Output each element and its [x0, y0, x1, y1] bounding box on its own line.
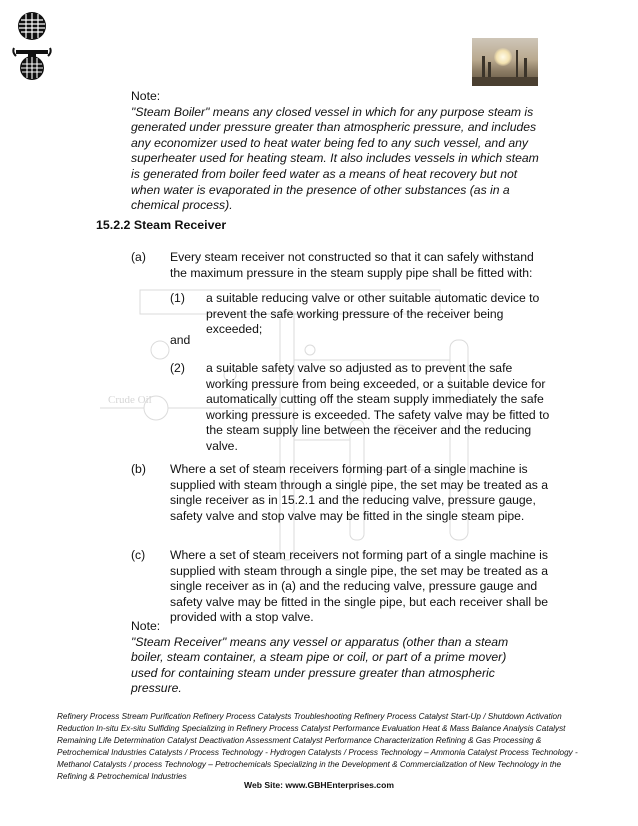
clause-b-label: (b) [131, 462, 146, 476]
company-logo-icon [12, 10, 52, 82]
clause-c-label: (c) [131, 548, 146, 562]
note-label: Note: [131, 619, 161, 633]
footer-services: Refinery Process Stream Purification Refinery Process Catalysts Troubleshooting Refinery Process Catalyst Start-Up / Shutdown Activation Reduction In-situ Ex-situ Sulfiding Specializing in Refinery Process Catalyst Performance Evaluation Heat & Mass Balance Analysis Catalyst Remaining Life Determination Catalyst Deactivation Assessment Catalyst Performance Characterization Refining & Gas Processing & Petrochemical Industries Catalysts / Process Technology - Hydrogen Catalysts / Process Technology – Ammonia Catalyst Process Technology - Methanol Catalysts / process Technology – Petrochemicals Specializing in the Development & Commercialization of New Technology in the Refining & Petrochemical Industries [57, 712, 578, 782]
clause-b-text: Where a set of steam receivers forming part of a single machine is supplied with steam through a single pipe, the set may be treated as a single receiver as in 15.2.1 and the reducing valve, pressure gauge, safety valve and stop valve may be fitted in the single steam pipe. [170, 462, 549, 523]
steam-boiler-note [131, 89, 541, 214]
note-text: "Steam Boiler" means any closed vessel in which for any purpose steam is generated under pressure greater than atmospheric pressure, and includes any economizer used to heat water being fed to any such vessel, and any superheater used for heating steam. It also includes vessels in which steam is generated from boiler feed water as a means of heat recovery but not when water is evaporated in the presence of other substances (as in a chemical process). [131, 104, 539, 213]
and-connector: and [170, 333, 191, 347]
item-2-label: (2) [170, 361, 185, 375]
clause-a-text: Every steam receiver not constructed so that it can safely withstand the maximum pressure in the steam supply pipe shall be fitted with: [170, 250, 534, 280]
item-1-label: (1) [170, 291, 185, 305]
footer-website: Web Site: www.GBHEnterprises.com [244, 780, 394, 790]
watermark-crude-oil-label: Crude Oil [108, 394, 152, 406]
refinery-photo [472, 38, 538, 86]
note-label: Note: [131, 89, 161, 103]
clause-c-text: Where a set of steam receivers not forming part of a single machine is supplied with steam through a single pipe, the set may be treated as a single receiver as in (a) and the reducing valve, pressure gauge and safety valve may be fitted in the single pipe, but each receiver shall be provided with a stop valve. [170, 548, 549, 625]
note-text: "Steam Receiver" means any vessel or apparatus (other than a steam boiler, steam container, a steam pipe or coil, or part of a prime mover) used for containing steam under pressure greater than atmospheric pressure. [131, 634, 509, 696]
steam-receiver-note [131, 619, 531, 697]
item-1-text: a suitable reducing valve or other suitable automatic device to prevent the safe working pressure of the receiver being exceeded; [206, 291, 540, 337]
section-heading: 15.2.2 Steam Receiver [96, 218, 227, 232]
item-2-text: a suitable safety valve so adjusted as to prevent the safe working pressure from being exceeded, or a suitable device for automatically cutting off the steam supply immediately the safe working pressure is exceeded. The safety valve may be fitted to the steam supply line between the receiver and the reducing valve. [206, 361, 550, 453]
clause-a-label: (a) [131, 250, 146, 264]
